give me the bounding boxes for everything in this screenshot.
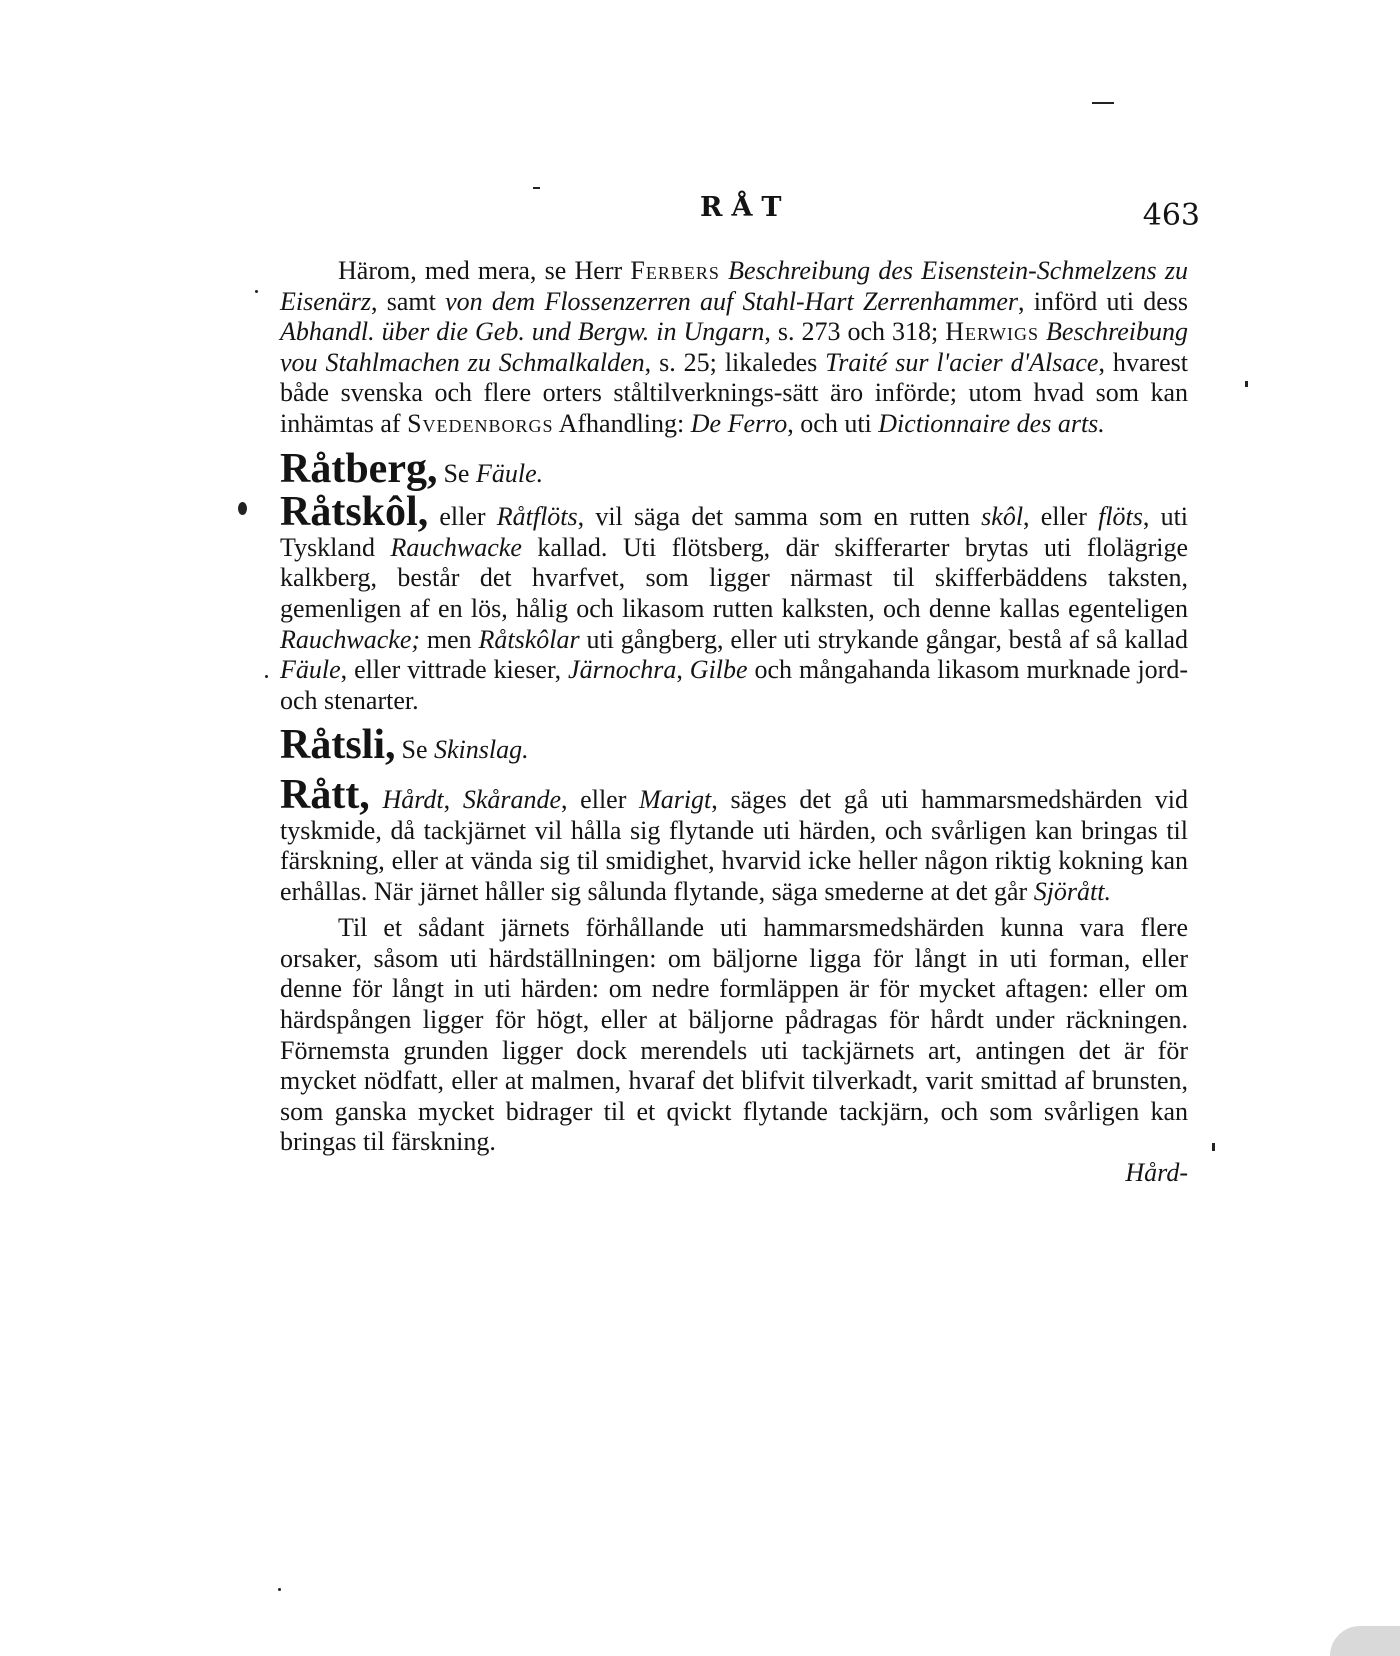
text-run: men	[420, 624, 479, 654]
text-run: kallad. Uti flötsberg, där skifferarter brytas uti flolägrige kalkberg, består det hvarfvet, som ligger närmast til skifferbäddens taksten, gemenligen af en lös, hålig och likasom rutten kalksten, och denne kallas egenteligen	[280, 532, 1189, 623]
paragraph-causes	[280, 913, 1188, 1158]
text-run: , säges det gå uti hammarsmedshärden vid tyskmide, då tackjärnet vil hålla sig flytande uti härden, och svårligen kan bringas til färskning, eller at vända sig til smidighet, hvarvid icke heller någon riktig kokning kan erhållas. När järnet håller sig sålunda flytande, säga smederne at det går	[280, 784, 1189, 906]
term: Gilbe	[689, 655, 748, 685]
paragraph-text: Til et sådant järnets förhållande uti hammarsmedshärden kunna vara flere orsaker, såsom uti härdställningen: om bäljorne ligga för långt in uti forman, eller denne för långt in uti härden: om nedre formläppen är för mycket aftagen: eller om härdspången ligger för högt, eller at bäljorne pådragas för hårdt under räckningen. Förnemsta grunden ligger dock merendels uti tackjärnets art, antingen det är för mycket nödfatt, eller at malmen, hvaraf det blifvit tilverkadt, varit smittad af brunsten, som ganska mycket bidrager til et qvickt flytande tackjärn, och som svårligen kan bringas til färskning.	[280, 913, 1188, 1157]
term: Hårdt	[382, 784, 444, 814]
author-name: Svedenborgs	[407, 408, 554, 438]
term: Järnochra	[568, 655, 677, 685]
ink-dot	[255, 290, 258, 293]
see-label: Se	[401, 735, 428, 765]
headword: Råtskôl,	[280, 489, 429, 536]
text-run: , s. 273 och 318;	[764, 317, 946, 347]
running-head: RÅT	[700, 192, 791, 223]
term: Rauchwacke	[390, 532, 522, 562]
cross-reference: Skinslag.	[434, 735, 529, 765]
text-run: , uti Tyskland	[280, 502, 1189, 562]
text-run: eller	[428, 502, 497, 532]
page-number: 463	[1142, 198, 1200, 233]
work-title: Abhandl. über die Geb. und Bergw. in Ungarn	[280, 317, 765, 347]
entry-ratskol	[280, 489, 1189, 716]
work-title: Beschreibung vou Stahlmachen zu Schmalkalden	[280, 317, 1189, 377]
text-run: , införd uti dess	[1018, 286, 1188, 316]
text-run: Afhandling:	[553, 408, 691, 438]
paragraph-references	[280, 256, 1188, 440]
ink-dot	[265, 675, 268, 678]
text-run: Härom, med mera, se Herr	[338, 256, 631, 285]
page-body	[280, 256, 1188, 1189]
term: Rauchwacke;	[280, 624, 421, 654]
ink-dot	[1212, 1143, 1215, 1151]
entry-ratsli	[280, 722, 1188, 769]
author-name: Herwigs	[945, 317, 1040, 347]
text-run: ,	[676, 655, 690, 685]
text-run: , vil säga det samma som en rutten	[577, 502, 982, 532]
ink-dot	[1245, 381, 1248, 387]
entry-ratt	[280, 771, 1189, 907]
text-run: uti gångberg, eller uti strykande gångar, bestå af så kallad	[579, 624, 1189, 654]
text-run: , eller	[561, 784, 640, 814]
work-title: Beschreibung des Eisenstein-Schmelzens zu Eisenärz	[280, 256, 1189, 316]
page-header	[280, 192, 1200, 242]
text-run: , eller vittrade kieser,	[340, 655, 569, 685]
text-run: , samt	[371, 286, 446, 316]
work-title: von dem Flossenzerren auf Stahl-Hart Zerrenhammer	[445, 286, 1018, 316]
text-run: och mångahanda likasom murknade jord- och stenarter.	[280, 655, 1188, 715]
text-run	[720, 256, 728, 285]
catchword: Hård-	[1125, 1158, 1188, 1188]
term: skôl	[981, 502, 1024, 532]
ink-mark	[1092, 102, 1114, 104]
term: Fäule	[280, 655, 341, 685]
text-run: , s. 25; likaledes	[644, 347, 826, 377]
ink-dot	[278, 1588, 281, 1591]
headword: Råtberg,	[280, 445, 438, 492]
page-corner-shadow	[1330, 1626, 1400, 1656]
catchword-row	[280, 1158, 1188, 1189]
work-title: De Ferro	[690, 408, 788, 438]
work-title: Dictionnaire des arts.	[878, 408, 1105, 438]
term: flöts	[1098, 502, 1143, 532]
term: Sjörått.	[1033, 876, 1111, 906]
ink-dot	[238, 502, 247, 515]
see-label: Se	[443, 458, 470, 488]
text-run	[1039, 317, 1046, 346]
text-run: ,	[443, 784, 463, 814]
headword: Rått,	[280, 771, 370, 818]
cross-reference: Fäule.	[475, 458, 544, 488]
author-name: Ferbers	[630, 256, 720, 285]
term: Marigt	[639, 784, 712, 814]
text-run: , och uti	[787, 408, 879, 438]
term: Råtflöts	[496, 502, 578, 532]
term: Skårande	[462, 784, 562, 814]
text-run: , eller	[1023, 502, 1099, 532]
ink-mark	[533, 187, 540, 189]
text-run: , hvarest både svenska och flere orters ståltilverknings-sätt äro införde; utom hvad som kan inhämtas af	[280, 347, 1188, 438]
headword: Råtsli,	[280, 722, 396, 769]
entry-ratberg	[280, 445, 1188, 492]
work-title: Traité sur l'acier d'Alsace	[825, 347, 1099, 377]
term: Råtskôlar	[478, 624, 580, 654]
